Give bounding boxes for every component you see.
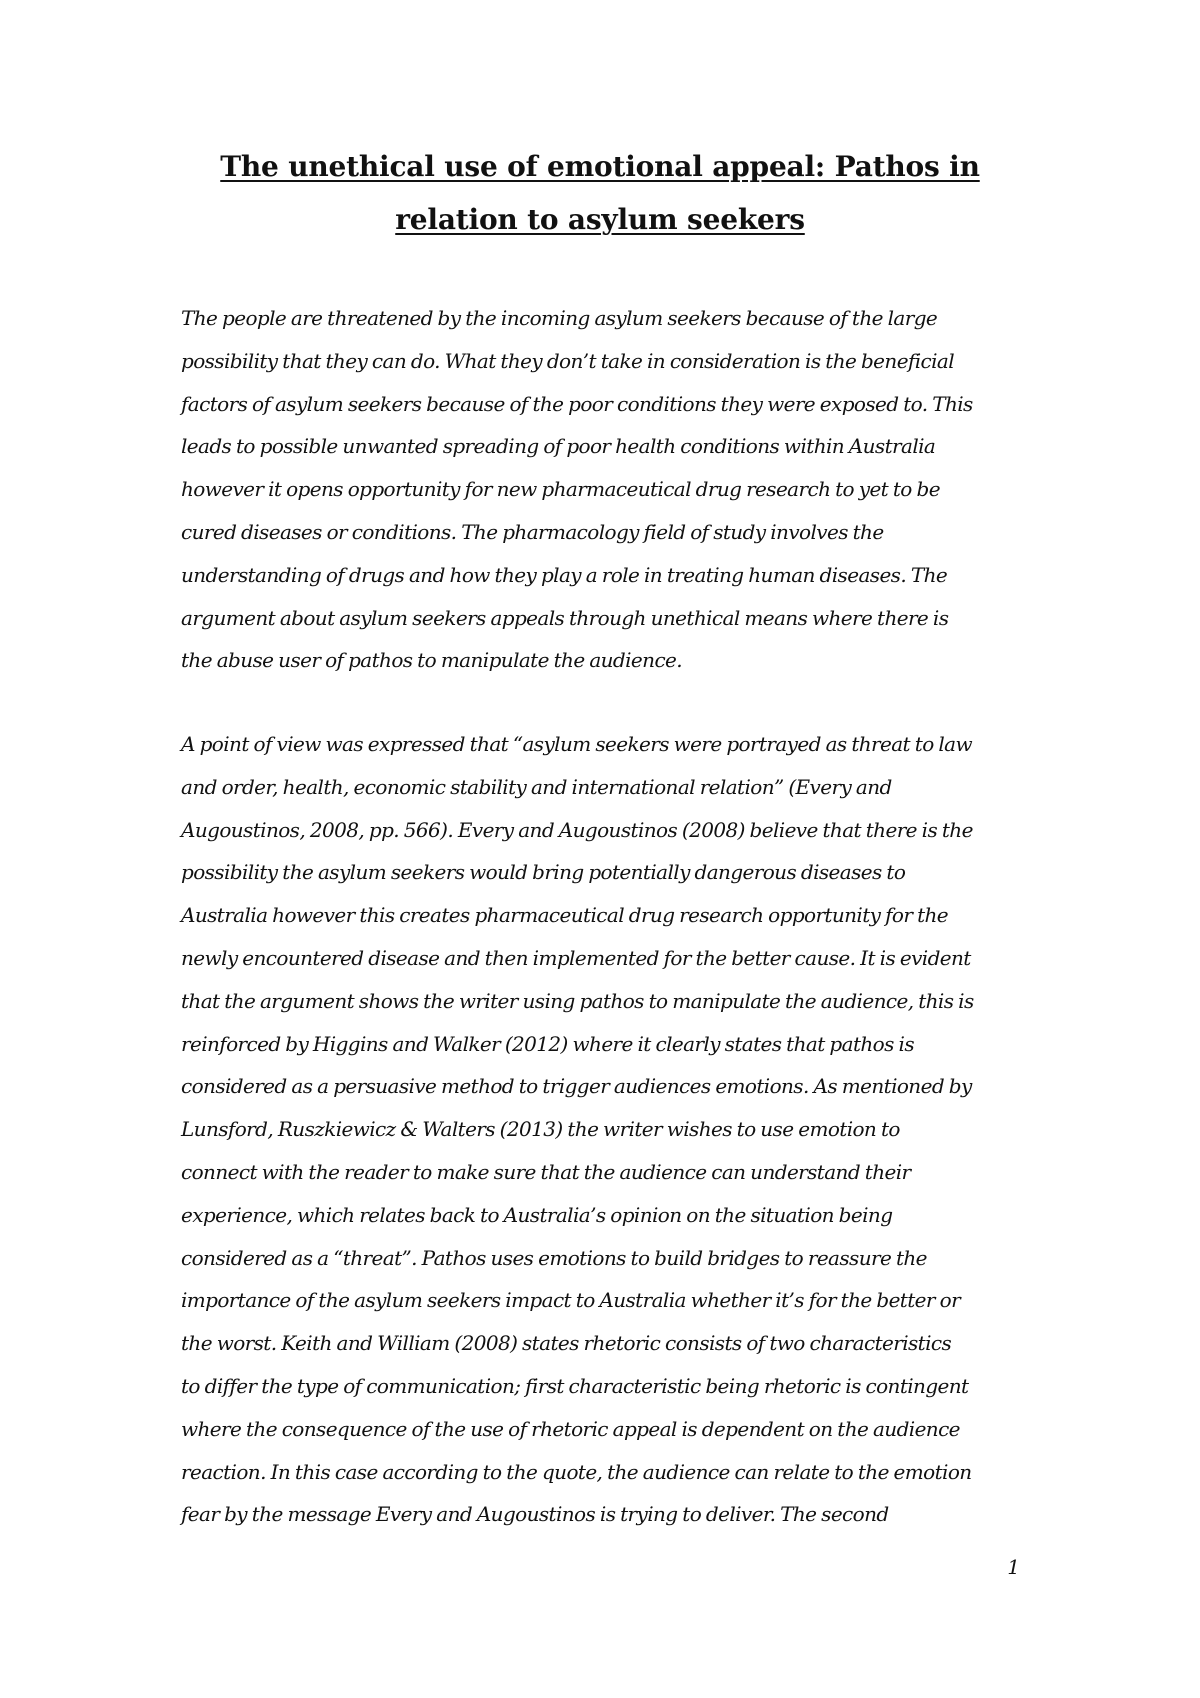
text-line: experience, which relates back to Australia’s opinion on the situation being bbox=[181, 1202, 893, 1227]
text-line: factors of asylum seekers because of the poor conditions they were exposed to. This bbox=[181, 391, 973, 416]
text-line: understanding of drugs and how they play a role in treating human diseases. The bbox=[181, 562, 948, 587]
text-line: the abuse user of pathos to manipulate the audience. bbox=[181, 648, 683, 673]
text-line: and order, health, economic stability and international relation” (Every and bbox=[181, 774, 892, 799]
text-line: where the consequence of the use of rhetoric appeal is dependent on the audience bbox=[181, 1416, 960, 1441]
text-line: Lunsford, Ruszkiewicz & Walters (2013) the writer wishes to use emotion to bbox=[181, 1117, 900, 1142]
text-line: connect with the reader to make sure that the audience can understand their bbox=[181, 1159, 911, 1184]
text-line: considered as a “threat”. Pathos uses emotions to build bridges to reassure the bbox=[181, 1245, 927, 1270]
text-line: reaction. In this case according to the quote, the audience can relate to the emotion bbox=[181, 1459, 972, 1484]
text-line: Augoustinos, 2008, pp. 566). Every and Augoustinos (2008) believe that there is the bbox=[181, 817, 973, 842]
title-line-1: The unethical use of emotional appeal: Pathos in bbox=[220, 150, 980, 183]
text-line: newly encountered disease and then implemented for the better cause. It is evident bbox=[181, 945, 971, 970]
text-line: argument about asylum seekers appeals through unethical means where there is bbox=[181, 605, 949, 630]
paragraph-2 bbox=[181, 723, 1061, 1536]
text-line: however it opens opportunity for new pharmaceutical drug research to yet to be bbox=[181, 477, 940, 502]
text-line: possibility that they can do. What they don’t take in consideration is the beneficial bbox=[181, 348, 955, 373]
text-line: leads to possible unwanted spreading of poor health conditions within Australia bbox=[181, 434, 936, 459]
document-title bbox=[150, 140, 1050, 246]
text-line: A point of view was expressed that “asylum seekers were portrayed as threat to law bbox=[181, 732, 973, 756]
text-line: considered as a persuasive method to trigger audiences emotions. As mentioned by bbox=[181, 1074, 972, 1099]
page-number: 1 bbox=[1007, 1555, 1020, 1579]
text-line: Australia however this creates pharmaceutical drug research opportunity for the bbox=[181, 903, 949, 928]
text-line: importance of the asylum seekers impact to Australia whether it’s for the better or bbox=[181, 1288, 961, 1313]
paragraph-1 bbox=[181, 297, 1061, 682]
text-line: the worst. Keith and William (2008) states rhetoric consists of two characteristics bbox=[181, 1331, 952, 1356]
text-line: to differ the type of communication; first characteristic being rhetoric is contingent bbox=[181, 1373, 969, 1398]
text-line: fear by the message Every and Augoustinos is trying to deliver. The second bbox=[181, 1502, 889, 1527]
text-line: The people are threatened by the incoming asylum seekers because of the large bbox=[181, 306, 938, 330]
text-line: that the argument shows the writer using pathos to manipulate the audience, this is bbox=[181, 988, 974, 1013]
text-line: cured diseases or conditions. The pharmacology field of study involves the bbox=[181, 519, 884, 544]
title-line-2: relation to asylum seekers bbox=[395, 203, 805, 236]
text-line: reinforced by Higgins and Walker (2012) where it clearly states that pathos is bbox=[181, 1031, 914, 1056]
text-line: possibility the asylum seekers would bring potentially dangerous diseases to bbox=[181, 860, 906, 885]
